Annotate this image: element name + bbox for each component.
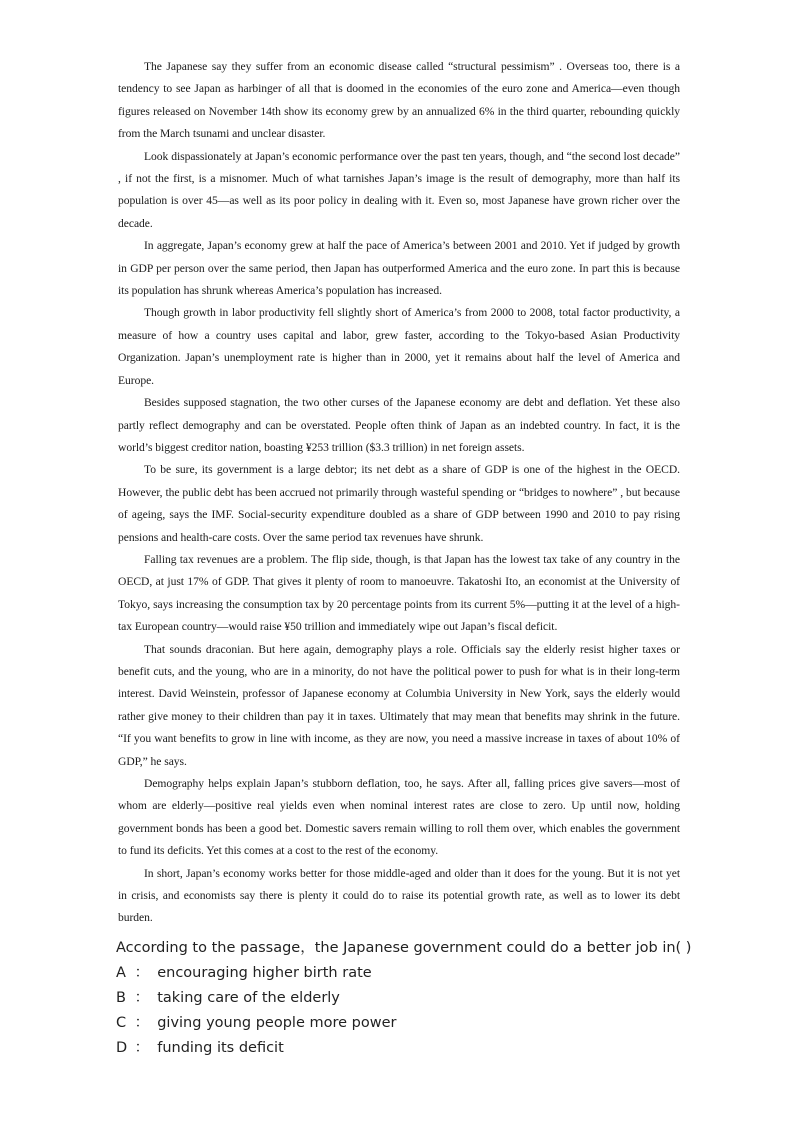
passage-paragraph-10: In short, Japan’s economy works better for those middle-aged and older than it does for the young. But it is not yet in crisis, and economists say there is plenty it could do to raise its potential growth rate, as well as to lower its debt burden. [118, 866, 680, 925]
option-letter: B [116, 990, 126, 1006]
option-letter: A [116, 965, 126, 981]
option-separator: ： [134, 965, 150, 981]
question-stem: According to the passage，the Japanese government could do a better job in( ) [116, 940, 692, 956]
option-text: taking care of the elderly [157, 990, 340, 1006]
passage-paragraph-7: Falling tax revenues are a problem. The flip side, though, is that Japan has the lowest tax take of any country in the OECD, at just 17% of GDP. That gives it plenty of room to manoeuvre. Takatoshi Ito, an economist at the University of Tokyo, says increasing the consumption tax by 20 percentage points from its current 5%—putting it at the level of a high-tax European country—would raise ¥50 trillion and immediately wipe out Japan’s fiscal deficit. [118, 552, 680, 634]
option-separator: ： [134, 1040, 150, 1056]
passage-paragraph-8: That sounds draconian. But here again, demography plays a role. Officials say the elderly resist higher taxes or benefit cuts, and the young, who are in a minority, do not have the political power to push for what is in their long-term interest. David Weinstein, professor of Japanese economy at Columbia University in New York, says the elderly would rather give money to their children than pay it in taxes. Ultimately that may mean that benefits may shrink in the future. “If you want benefits to grow in line with income, as they are now, you need a massive increase in taxes of about 10% of GDP,” he says. [118, 642, 680, 768]
passage-paragraph-3: In aggregate, Japan’s economy grew at half the pace of America’s between 2001 and 2010. Yet if judged by growth in GDP per person over the same period, then Japan has outperformed America and the euro zone. In part this is because its population has shrunk whereas America’s population has increased. [118, 239, 680, 298]
option-text: giving young people more power [157, 1015, 397, 1031]
passage-paragraph-9: Demography helps explain Japan’s stubborn deflation, too, he says. After all, falling prices give savers—most of whom are elderly—positive real yields even when nominal interest rates are close to zero. Up until now, holding government bonds has been a good bet. Domestic savers remain willing to roll them over, which enables the government to fund its deficits. Yet this comes at a cost to the rest of the economy. [118, 777, 680, 858]
option-separator: ： [134, 990, 150, 1006]
question-block [116, 936, 756, 1061]
option-c[interactable] [116, 1011, 756, 1036]
option-letter: D [116, 1040, 128, 1056]
option-text: encouraging higher birth rate [157, 965, 372, 981]
option-a[interactable] [116, 961, 756, 986]
reading-passage [118, 56, 680, 930]
passage-paragraph-4: Though growth in labor productivity fell slightly short of America’s from 2000 to 2008, total factor productivity, a measure of how a country uses capital and labor, grew faster, according to the Tokyo-based Asian Productivity Organization. Japan’s unemployment rate is higher than in 2000, yet it remains about half the level of America and Europe. [118, 306, 680, 387]
passage-paragraph-1: The Japanese say they suffer from an economic disease called “structural pessimism” . Overseas too, there is a tendency to see Japan as harbinger of all that is doomed in the economies of the euro zone and America—even though figures released on November 14th show its economy grew by an annualized 6% in the third quarter, rebounding quickly from the March tsunami and unclear disaster. [118, 60, 680, 141]
option-d[interactable] [116, 1036, 756, 1061]
option-letter: C [116, 1015, 127, 1031]
option-b[interactable] [116, 986, 756, 1011]
option-separator: ： [134, 1015, 150, 1031]
passage-paragraph-6: To be sure, its government is a large debtor; its net debt as a share of GDP is one of the highest in the OECD. However, the public debt has been accrued not primarily through wasteful spending or “bridges to nowhere” , but because of ageing, says the IMF. Social-security expenditure doubled as a share of GDP between 1990 and 2010 to pay rising pensions and health-care costs. Over the same period tax revenues have shrunk. [118, 463, 680, 544]
passage-paragraph-2: Look dispassionately at Japan’s economic performance over the past ten years, though, and “the second lost decade” , if not the first, is a misnomer. Much of what tarnishes Japan’s image is the result of demography, more than half its population is over 45—as well as its poor policy in dealing with it. Even so, most Japanese have grown richer over the decade. [118, 149, 680, 230]
passage-paragraph-5: Besides supposed stagnation, the two other curses of the Japanese economy are debt and deflation. Yet these also partly reflect demography and can be overstated. People often think of Japan as an indebted country. In fact, it is the world’s biggest creditor nation, boasting ¥253 trillion ($3.3 trillion) in net foreign assets. [118, 396, 680, 454]
option-text: funding its deficit [157, 1040, 284, 1056]
